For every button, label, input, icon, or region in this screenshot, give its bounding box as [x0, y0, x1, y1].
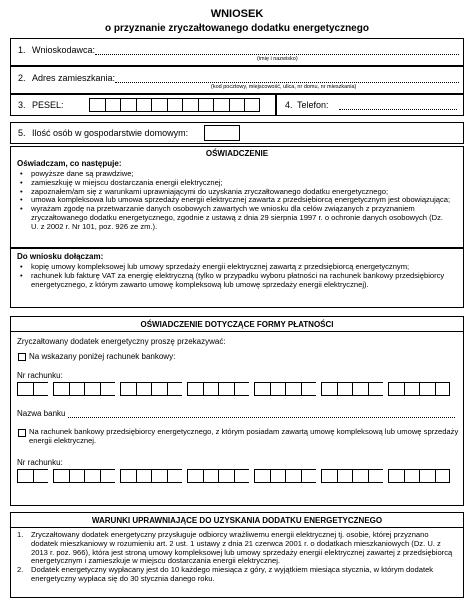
declaration-item: • powyższe dane są prawdziwe;	[17, 170, 451, 179]
applicant-number: 1.	[18, 45, 26, 55]
conditions-section	[10, 512, 464, 598]
declaration-item: • wyrażam zgodę na przetwarzanie danych osobowych zawartych we wniosku dla celów związanych z przyznaniem zryczałtowanego dodatku energetycznego, zgodnie z ustawą z dnia 29 sierpnia 1997 r. o ochronie danych osobowych (Dz. U. z 2002 r. Nr 101, poz. 926 ze zm.).	[17, 205, 451, 231]
bank-name-input-line[interactable]	[68, 417, 455, 418]
declaration-heading: OŚWIADCZENIE	[205, 149, 269, 158]
condition-item	[17, 531, 453, 566]
bank-account-checkbox[interactable]	[18, 353, 26, 361]
phone-label: Telefon:	[297, 100, 329, 110]
attachment-item: • kopię umowy kompleksowej lub umowy sprzedaży energii elektrycznej zawartą z przedsiębiorcą energetycznym;	[17, 263, 451, 272]
declaration-item: • zamieszkuję w miejscu dostarczania energii elektrycznej;	[17, 179, 451, 188]
declaration-section	[10, 146, 464, 248]
supplier-account-option: Na rachunek bankowy przedsiębiorcy energetycznego, z którym posiadam zawartą umowę kompleksową lub umowę sprzedaży energii elektrycznej.	[29, 427, 459, 445]
condition-text: Dodatek energetyczny wypłacany jest do 10 każdego miesiąca z góry, z wyjątkiem miesiąca stycznia, w którym dodatek energetyczny wypłaca się do 30 stycznia danego roku.	[31, 565, 434, 583]
declaration-intro: Oświadczam, co następuje:	[17, 159, 122, 168]
household-input[interactable]	[204, 125, 240, 141]
address-number: 2.	[18, 73, 26, 83]
address-input-line[interactable]	[115, 82, 459, 83]
payment-intro: Zryczałtowany dodatek energetyczny proszę przekazywać:	[17, 337, 226, 346]
household-label: Ilość osób w gospodarstwie domowym:	[32, 128, 189, 138]
payment-heading-divider	[11, 331, 463, 332]
applicant-label: Wnioskodawca:	[32, 45, 96, 55]
account-number-label-2: Nr rachunku:	[17, 458, 63, 467]
account-number-cells-1[interactable]	[17, 382, 450, 396]
conditions-list	[17, 531, 453, 584]
condition-item	[17, 566, 453, 584]
account-number-cells-2[interactable]	[17, 469, 450, 483]
conditions-heading-divider	[11, 527, 463, 528]
pesel-label: PESEL:	[32, 100, 64, 110]
applicant-input-line[interactable]	[95, 54, 459, 55]
payment-heading: OŚWIADCZENIE DOTYCZĄCE FORMY PŁATNOŚCI	[140, 320, 334, 329]
phone-input-line[interactable]	[339, 109, 457, 110]
attachments-list	[17, 263, 451, 289]
pesel-field	[10, 94, 276, 116]
attachment-item: • rachunek lub fakturę VAT za energię elektryczną (tylko w przypadku wyboru płatności na rachunek bankowy przedsiębiorcy energetycznego, z którym zawarto umowę kompleksową lub umowę sprzedaży energii elektrycznej).	[17, 272, 451, 290]
attachments-section	[10, 248, 464, 308]
declaration-item: • zapoznałem/am się z warunkami uprawniającymi do uzyskania zryczałtowanego dodatku energetycznego;	[17, 188, 451, 197]
phone-number: 4.	[285, 100, 293, 110]
household-field	[10, 122, 464, 144]
condition-number: 2.	[17, 565, 24, 575]
applicant-hint: (imię i nazwisko)	[257, 56, 298, 62]
household-number: 5.	[18, 128, 26, 138]
payment-section	[10, 316, 464, 506]
supplier-account-checkbox[interactable]	[18, 429, 26, 437]
declaration-list	[17, 170, 451, 232]
pesel-number: 3.	[18, 100, 26, 110]
attachments-heading: Do wniosku dołączam:	[17, 252, 104, 261]
condition-text: Zryczałtowany dodatek energetyczny przysługuje odbiorcy wrażliwemu energii elektrycznej tj. osobie, której przyznano dodatek mieszkaniowy w rozumieniu art. 2 ust. 1 ustawy z dnia 21 czerwca 2001 r. o dodatkach mieszkaniowych (Dz. U. z 2013 r. poz. 966), która jest stroną umowy kompleksowej lub umowy sprzedaży energii elektrycznej zawartej z przedsiębiorcą energetycznym i zamieszkuje w miejscu dostarczania energii elektrycznej.	[31, 530, 453, 566]
address-hint: (kod pocztowy, miejscowość, ulica, nr domu, nr mieszkania)	[211, 84, 357, 90]
form-title: WNIOSEK	[210, 8, 264, 20]
pesel-input-cells[interactable]	[89, 98, 260, 112]
bank-name-label: Nazwa banku	[17, 409, 66, 418]
bank-account-option: Na wskazany poniżej rachunek bankowy:	[29, 352, 176, 361]
address-label: Adres zamieszkania:	[32, 73, 116, 83]
declaration-item: • umowa kompleksowa lub umowa sprzedaży energii elektrycznej zawarta z przedsiębiorcą energetycznym jest obowiązująca;	[17, 196, 451, 205]
form-subtitle: o przyznanie zryczałtowanego dodatku energetycznego	[105, 23, 369, 34]
applicant-field[interactable]	[10, 38, 464, 66]
condition-number: 1.	[17, 530, 24, 539]
phone-field[interactable]	[276, 94, 464, 116]
conditions-heading: WARUNKI UPRAWNIAJĄCE DO UZYSKANIA DODATKU ENERGETYCZNEGO	[91, 516, 383, 525]
address-field[interactable]	[10, 66, 464, 94]
account-number-label-1: Nr rachunku:	[17, 371, 63, 380]
